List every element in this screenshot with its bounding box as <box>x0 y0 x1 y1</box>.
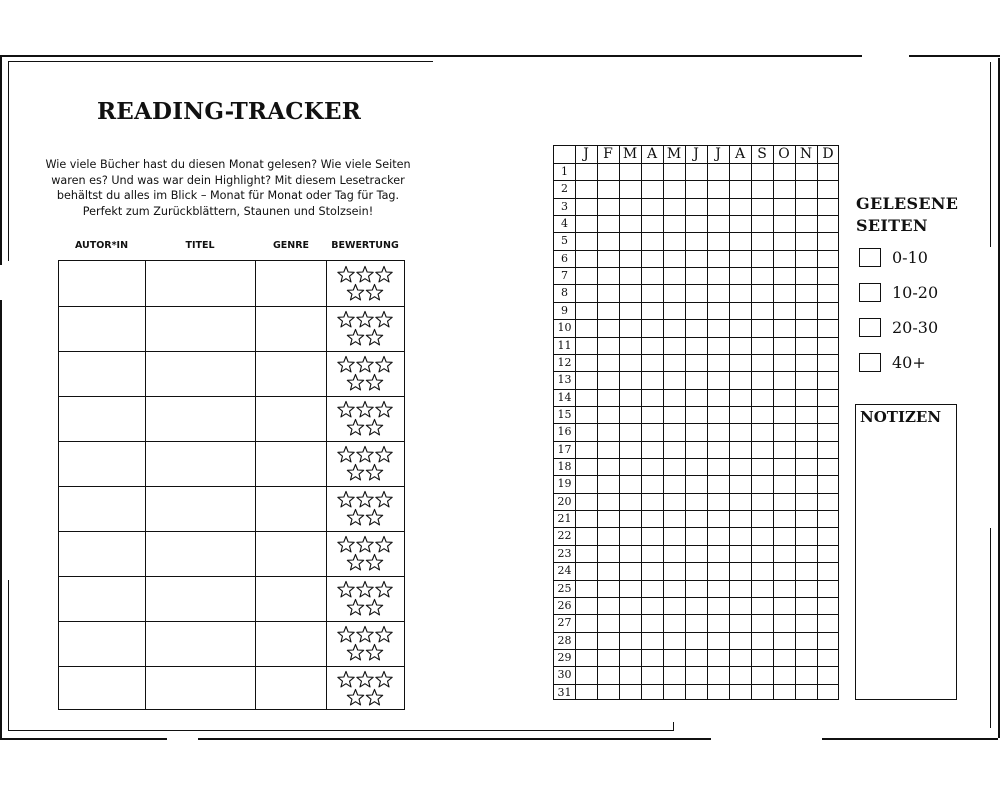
grid-row-line <box>554 354 838 355</box>
month-label: J <box>693 146 699 162</box>
star-icon[interactable] <box>347 509 363 525</box>
notes-label: NOTIZEN <box>860 408 942 426</box>
day-label: 11 <box>557 338 572 352</box>
day-label: 4 <box>561 217 568 231</box>
star-rating[interactable] <box>328 307 406 352</box>
legend-label: 0-10 <box>892 248 928 267</box>
legend-checkbox[interactable] <box>859 248 881 267</box>
star-icon[interactable] <box>366 554 382 570</box>
month-label: A <box>734 146 746 162</box>
star-icon[interactable] <box>376 581 392 597</box>
grid-row-line <box>554 510 838 511</box>
star-icon[interactable] <box>357 446 373 462</box>
grid-row-line <box>554 632 838 633</box>
grid-row-line <box>554 319 838 320</box>
star-icon[interactable] <box>366 419 382 435</box>
grid-row-line <box>554 649 838 650</box>
star-icon[interactable] <box>357 311 373 327</box>
grid-row-line <box>554 545 838 546</box>
star-icon[interactable] <box>357 266 373 282</box>
star-icon[interactable] <box>347 644 363 660</box>
star-icon[interactable] <box>347 464 363 480</box>
table-column-divider <box>326 261 327 709</box>
intro-text <box>28 157 428 219</box>
grid-row-line <box>554 684 838 685</box>
star-icon[interactable] <box>357 626 373 642</box>
day-label: 5 <box>561 234 568 248</box>
star-rating[interactable] <box>328 397 406 442</box>
day-label: 22 <box>557 529 572 543</box>
notes-box[interactable] <box>855 404 957 700</box>
day-label: 25 <box>557 581 572 595</box>
star-icon[interactable] <box>366 689 382 705</box>
day-label: 20 <box>557 494 572 508</box>
star-rating[interactable] <box>328 577 406 622</box>
grid-row-line <box>554 597 838 598</box>
star-icon[interactable] <box>366 464 382 480</box>
star-icon[interactable] <box>376 266 392 282</box>
star-icon[interactable] <box>366 374 382 390</box>
grid-row-line <box>554 371 838 372</box>
grid-row-line <box>554 389 838 390</box>
day-label: 2 <box>561 182 568 196</box>
star-rating[interactable] <box>328 622 406 667</box>
month-label: D <box>822 146 834 162</box>
day-label: 27 <box>557 616 572 630</box>
star-icon[interactable] <box>338 536 354 552</box>
grid-row-line <box>554 215 838 216</box>
grid-row-line <box>554 423 838 424</box>
day-label: 30 <box>557 668 572 682</box>
star-rating[interactable] <box>328 352 406 397</box>
star-icon[interactable] <box>376 311 392 327</box>
star-icon[interactable] <box>376 626 392 642</box>
day-label: 12 <box>557 355 572 369</box>
star-icon[interactable] <box>357 671 373 687</box>
day-label: 9 <box>561 303 568 317</box>
day-label: 1 <box>561 165 568 178</box>
day-label: 29 <box>557 650 572 664</box>
grid-row-line <box>554 406 838 407</box>
day-label: 26 <box>557 598 572 612</box>
star-icon[interactable] <box>338 266 354 282</box>
star-rating[interactable] <box>328 667 406 712</box>
grid-row-line <box>554 666 838 667</box>
star-rating[interactable] <box>328 487 406 532</box>
star-icon[interactable] <box>357 491 373 507</box>
grid-row-line <box>554 614 838 615</box>
star-icon[interactable] <box>347 689 363 705</box>
day-label: 23 <box>557 546 572 560</box>
star-icon[interactable] <box>347 554 363 570</box>
month-label: F <box>603 146 613 162</box>
legend-checkbox[interactable] <box>859 353 881 372</box>
table-column-divider <box>145 261 146 709</box>
star-icon[interactable] <box>347 329 363 345</box>
star-icon[interactable] <box>347 599 363 615</box>
day-label: 21 <box>557 512 572 526</box>
star-icon[interactable] <box>338 356 354 372</box>
grid-row-line <box>554 302 838 303</box>
pages-calendar-grid[interactable] <box>553 145 839 700</box>
star-icon[interactable] <box>357 581 373 597</box>
day-label: 18 <box>557 460 572 474</box>
day-label: 15 <box>557 407 572 421</box>
star-icon[interactable] <box>366 284 382 300</box>
legend-checkbox[interactable] <box>859 318 881 337</box>
star-icon[interactable] <box>366 599 382 615</box>
star-icon[interactable] <box>366 509 382 525</box>
day-label: 6 <box>561 251 568 265</box>
legend-title-line: GELESENE <box>856 194 959 213</box>
grid-row-line <box>554 527 838 528</box>
month-label: J <box>583 146 589 162</box>
intro-line: waren es? Und was war dein Highlight? Mit diesem Lesetracker <box>51 173 405 187</box>
star-rating[interactable] <box>328 532 406 577</box>
book-table[interactable] <box>58 260 405 710</box>
day-label: 3 <box>561 199 568 213</box>
column-header-author: AUTOR*IN <box>74 240 129 251</box>
grid-row-line <box>554 475 838 476</box>
grid-row-line <box>554 232 838 233</box>
month-label: O <box>778 146 790 162</box>
star-icon[interactable] <box>376 491 392 507</box>
grid-row-line <box>554 493 838 494</box>
star-icon[interactable] <box>357 401 373 417</box>
table-column-divider <box>255 261 256 709</box>
month-label: M <box>666 146 682 162</box>
day-label: 7 <box>561 269 568 283</box>
star-icon[interactable] <box>338 626 354 642</box>
grid-row-line <box>554 198 838 199</box>
legend-label: 20-30 <box>892 318 939 337</box>
grid-row-line <box>554 163 838 164</box>
star-icon[interactable] <box>357 356 373 372</box>
grid-row-line <box>554 580 838 581</box>
day-label: 31 <box>557 685 572 699</box>
day-label: 28 <box>557 633 572 647</box>
star-icon[interactable] <box>376 401 392 417</box>
star-icon[interactable] <box>338 491 354 507</box>
star-icon[interactable] <box>347 419 363 435</box>
grid-row-line <box>554 441 838 442</box>
month-label: S <box>757 146 767 162</box>
day-label: 13 <box>557 373 572 387</box>
grid-row-line <box>554 337 838 338</box>
star-rating[interactable] <box>328 442 406 487</box>
intro-line: behältst du alles im Blick – Monat für Monat oder Tag für Tag. <box>56 189 400 202</box>
legend-label: 40+ <box>892 353 926 372</box>
grid-row-line <box>554 284 838 285</box>
grid-row-line <box>554 458 838 459</box>
legend-title-line: SEITEN <box>856 216 928 235</box>
grid-row-line <box>554 267 838 268</box>
grid-row-line <box>554 562 838 563</box>
star-icon[interactable] <box>376 356 392 372</box>
star-icon[interactable] <box>338 671 354 687</box>
legend-title <box>856 193 958 237</box>
column-header-rating: BEWERTUNG <box>331 240 399 251</box>
day-label: 16 <box>557 425 572 439</box>
grid-row-line <box>554 250 838 251</box>
star-rating[interactable] <box>328 262 406 307</box>
column-header-genre: GENRE <box>272 240 310 251</box>
intro-line: Wie viele Bücher hast du diesen Monat gelesen? Wie viele Seiten <box>45 158 411 171</box>
month-label: A <box>646 146 658 162</box>
day-label: 19 <box>557 477 572 491</box>
intro-line: Perfekt zum Zurückblättern, Staunen und Stolzsein! <box>82 204 374 218</box>
day-label: 24 <box>557 564 572 578</box>
day-label: 17 <box>557 442 572 456</box>
star-icon[interactable] <box>366 329 382 345</box>
month-label: N <box>799 146 813 162</box>
star-icon[interactable] <box>347 284 363 300</box>
star-icon[interactable] <box>338 581 354 597</box>
star-icon[interactable] <box>338 446 354 462</box>
month-label: J <box>715 146 721 162</box>
star-icon[interactable] <box>338 311 354 327</box>
day-label: 8 <box>561 286 568 300</box>
legend-label: 10-20 <box>892 283 939 302</box>
star-icon[interactable] <box>366 644 382 660</box>
grid-row-line <box>554 180 838 181</box>
star-icon[interactable] <box>376 536 392 552</box>
star-icon[interactable] <box>376 671 392 687</box>
star-icon[interactable] <box>357 536 373 552</box>
month-label: M <box>622 146 638 162</box>
star-icon[interactable] <box>347 374 363 390</box>
day-label: 14 <box>557 390 572 404</box>
day-label: 10 <box>557 321 572 335</box>
page-title: READING-TRACKER <box>96 98 362 125</box>
star-icon[interactable] <box>338 401 354 417</box>
legend-checkbox[interactable] <box>859 283 881 302</box>
star-icon[interactable] <box>376 446 392 462</box>
column-header-title: TITEL <box>185 240 215 251</box>
